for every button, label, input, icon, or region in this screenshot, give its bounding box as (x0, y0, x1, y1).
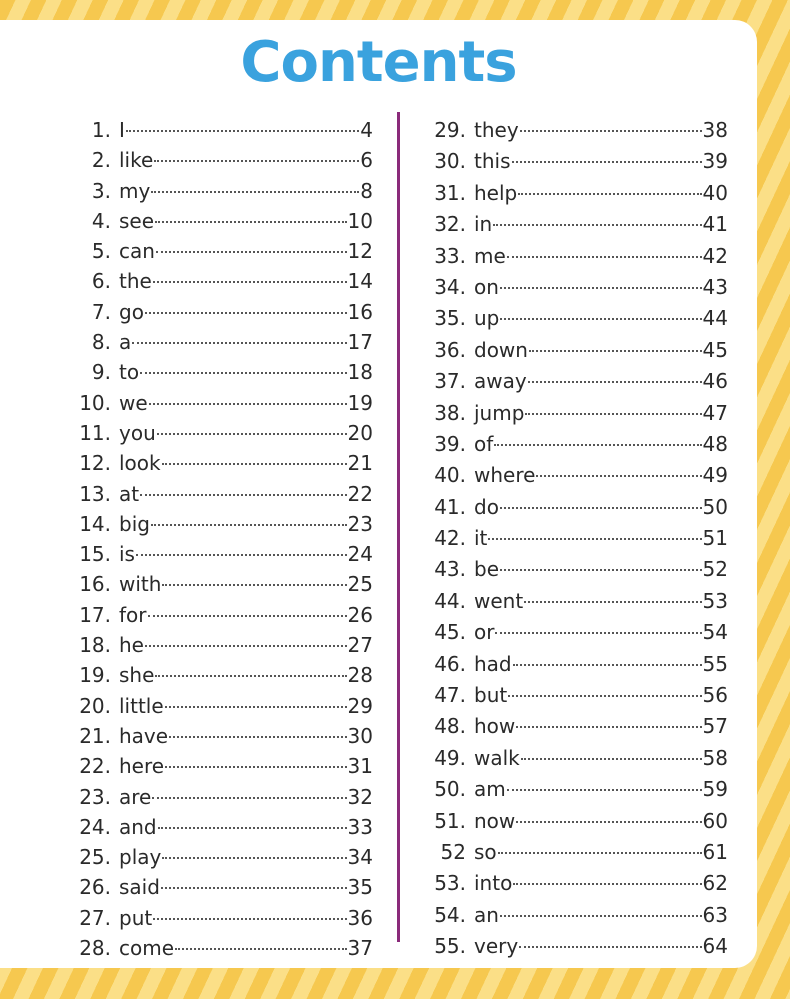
entry-number: 18. (79, 633, 111, 658)
entry-page-number: 37 (347, 936, 373, 961)
entry-word: come (119, 936, 175, 961)
entry-word: have (119, 723, 169, 748)
entry-page-number: 24 (347, 542, 373, 567)
dot-leader (145, 292, 347, 314)
dot-leader (154, 140, 359, 162)
entry-word: my (119, 178, 151, 203)
entry-page-number: 29 (347, 693, 373, 718)
entry-word: like (119, 148, 154, 173)
entry-page-number: 44 (702, 306, 728, 331)
entry-page-number: 54 (702, 620, 728, 645)
dot-leader (500, 487, 702, 509)
entry-page-number: 33 (347, 814, 373, 839)
dot-leader (536, 455, 701, 477)
entry-word: the (119, 269, 152, 294)
entry-word: play (119, 845, 162, 870)
entry-page-number: 34 (347, 845, 373, 870)
entry-page-number: 41 (702, 212, 728, 237)
entry-page-number: 48 (702, 431, 728, 456)
entry-page-number: 43 (702, 274, 728, 299)
dot-leader (169, 716, 346, 738)
entry-word: walk (474, 745, 520, 770)
contents-column-right (418, 115, 728, 963)
entry-number: 26. (79, 875, 111, 900)
dot-leader (155, 655, 346, 677)
entry-number: 43. (434, 557, 466, 582)
entry-word: in (474, 212, 493, 237)
dot-leader (507, 769, 702, 791)
entry-number: 48. (434, 714, 466, 739)
contents-entry (418, 931, 728, 962)
dot-leader (524, 581, 701, 603)
entry-word: where (474, 463, 536, 488)
entry-number: 54. (434, 902, 466, 927)
dot-leader (151, 171, 359, 193)
entry-page-number: 22 (347, 481, 373, 506)
dot-leader (162, 837, 346, 859)
entry-page-number: 49 (702, 463, 728, 488)
entry-number: 45. (434, 620, 466, 645)
entry-word: away (474, 369, 527, 394)
entry-word: look (119, 451, 161, 476)
entry-word: do (474, 494, 499, 519)
dot-leader (525, 393, 701, 415)
entry-word: be (474, 557, 499, 582)
entry-page-number: 32 (347, 784, 373, 809)
entry-word: or (474, 620, 495, 645)
dot-leader (148, 595, 347, 617)
entry-page-number: 21 (347, 451, 373, 476)
entry-number: 4. (91, 208, 111, 233)
entry-number: 11. (79, 420, 111, 445)
entry-page-number: 6 (360, 148, 373, 173)
entry-page-number: 38 (702, 118, 728, 142)
dot-leader (155, 201, 347, 223)
entry-number: 42. (434, 526, 466, 551)
entry-word: she (119, 663, 155, 688)
entry-number: 12. (79, 451, 111, 476)
entry-number: 33. (434, 243, 466, 268)
dot-leader (488, 518, 701, 540)
entry-number: 53. (434, 871, 466, 896)
entry-page-number: 42 (702, 243, 728, 268)
entry-number: 13. (79, 481, 111, 506)
entry-page-number: 60 (702, 808, 728, 833)
entry-word: they (474, 118, 519, 142)
entry-page-number: 50 (702, 494, 728, 519)
dot-leader (175, 928, 347, 950)
entry-page-number: 62 (702, 871, 728, 896)
dot-leader (156, 231, 347, 253)
contents-column-left (63, 115, 373, 963)
dot-leader (158, 807, 347, 829)
entry-number: 55. (434, 934, 466, 959)
contents-entry (63, 933, 373, 963)
dot-leader (157, 413, 347, 435)
entry-page-number: 20 (347, 420, 373, 445)
entry-number: 21. (79, 723, 111, 748)
entry-page-number: 53 (702, 588, 728, 613)
dot-leader (518, 173, 701, 195)
entry-page-number: 59 (702, 777, 728, 802)
entry-number: 36. (434, 337, 466, 362)
entry-number: 16. (79, 572, 111, 597)
entry-number: 46. (434, 651, 466, 676)
entry-word: is (119, 542, 135, 567)
entry-page-number: 28 (347, 663, 373, 688)
dot-leader (500, 549, 702, 571)
entry-number: 37. (434, 369, 466, 394)
dot-leader (161, 867, 347, 889)
entry-page-number: 40 (702, 180, 728, 205)
dot-leader (500, 298, 701, 320)
entry-page-number: 51 (702, 526, 728, 551)
entry-page-number: 10 (347, 208, 373, 233)
entry-word: and (119, 814, 157, 839)
dot-leader (513, 644, 702, 666)
entry-word: help (474, 180, 518, 205)
entry-page-number: 26 (347, 602, 373, 627)
entry-word: am (474, 777, 506, 802)
entry-page-number: 46 (702, 369, 728, 394)
entry-page-number: 23 (347, 511, 373, 536)
entry-word: into (474, 871, 513, 896)
entry-number: 1. (91, 118, 111, 142)
entry-word: but (474, 683, 508, 708)
entry-word: me (474, 243, 506, 268)
entry-page-number: 57 (702, 714, 728, 739)
entry-number: 9. (91, 360, 111, 385)
entry-word: are (119, 784, 152, 809)
dot-leader (140, 352, 346, 374)
entry-word: go (119, 299, 144, 324)
entry-page-number: 55 (702, 651, 728, 676)
entry-number: 47. (434, 683, 466, 708)
entry-number: 38. (434, 400, 466, 425)
entry-number: 25. (79, 845, 111, 870)
dot-leader (493, 204, 701, 226)
dot-leader (151, 504, 347, 526)
entry-word: at (119, 481, 140, 506)
entry-word: went (474, 588, 524, 613)
dot-leader (519, 926, 701, 948)
dot-leader (528, 361, 702, 383)
entry-number: 49. (434, 745, 466, 770)
entry-number: 6. (91, 269, 111, 294)
entry-number: 50. (434, 777, 466, 802)
dot-leader (498, 832, 702, 854)
entry-page-number: 63 (702, 902, 728, 927)
entry-word: can (119, 239, 155, 264)
entry-page-number: 12 (347, 239, 373, 264)
entry-word: it (474, 526, 488, 551)
entry-number: 8. (91, 330, 111, 355)
entry-page-number: 16 (347, 299, 373, 324)
entry-number: 17. (79, 602, 111, 627)
dot-leader (529, 330, 702, 352)
entry-number: 32. (434, 212, 466, 237)
entry-word: now (474, 808, 516, 833)
entry-page-number: 58 (702, 745, 728, 770)
entry-number: 3. (91, 178, 111, 203)
dot-leader (153, 898, 346, 920)
entry-word: big (119, 511, 150, 536)
page-title: Contents (240, 30, 517, 95)
dot-leader (516, 801, 701, 823)
entry-page-number: 36 (347, 905, 373, 930)
entry-number: 10. (79, 390, 111, 415)
entry-page-number: 27 (347, 633, 373, 658)
entry-page-number: 25 (347, 572, 373, 597)
dot-leader (512, 141, 702, 163)
entry-word: had (474, 651, 512, 676)
dot-leader (520, 110, 702, 132)
entry-number: 35. (434, 306, 466, 331)
entry-word: see (119, 208, 155, 233)
entry-word: little (119, 693, 164, 718)
entry-page-number: 61 (702, 839, 728, 864)
entry-word: jump (474, 400, 525, 425)
dot-leader (494, 424, 701, 446)
entry-word: a (119, 330, 132, 355)
entry-number: 41. (434, 494, 466, 519)
entry-page-number: 45 (702, 337, 728, 362)
entry-word: an (474, 902, 499, 927)
dot-leader (507, 236, 702, 258)
entry-number: 20. (79, 693, 111, 718)
dot-leader (152, 777, 346, 799)
entry-page-number: 35 (347, 875, 373, 900)
entry-number: 51. (434, 808, 466, 833)
entry-word: of (474, 431, 494, 456)
entry-number: 19. (79, 663, 111, 688)
entry-number: 31. (434, 180, 466, 205)
entry-word: here (119, 754, 165, 779)
entry-number: 5. (91, 239, 111, 264)
column-divider (397, 112, 400, 942)
entry-page-number: 56 (702, 683, 728, 708)
entry-word: down (474, 337, 528, 362)
entry-number: 27. (79, 905, 111, 930)
entry-page-number: 4 (360, 118, 373, 142)
entry-word: how (474, 714, 516, 739)
entry-number: 14. (79, 511, 111, 536)
entry-page-number: 64 (702, 934, 728, 959)
entry-page-number: 8 (360, 178, 373, 203)
entry-page-number: 31 (347, 754, 373, 779)
entry-page-number: 30 (347, 723, 373, 748)
dot-leader (162, 443, 347, 465)
entry-number: 28. (79, 936, 111, 961)
entry-word: for (119, 602, 147, 627)
entry-word: very (474, 934, 519, 959)
entry-number: 30. (434, 149, 466, 174)
dot-leader (132, 322, 346, 344)
entry-word: so (474, 839, 497, 864)
dot-leader (126, 110, 359, 132)
entry-number: 52 (440, 839, 466, 864)
dot-leader (149, 383, 347, 405)
entry-number: 29. (434, 118, 466, 142)
entry-number: 39. (434, 431, 466, 456)
dot-leader (165, 686, 347, 708)
dot-leader (136, 534, 347, 556)
dot-leader (516, 706, 701, 728)
dot-leader (140, 474, 346, 496)
entry-number: 2. (91, 148, 111, 173)
dot-leader (145, 625, 347, 647)
entry-word: he (119, 633, 144, 658)
entry-number: 44. (434, 588, 466, 613)
entry-word: with (119, 572, 162, 597)
entry-page-number: 17 (347, 330, 373, 355)
entry-page-number: 39 (702, 149, 728, 174)
entry-word: I (119, 118, 125, 142)
dot-leader (162, 564, 346, 586)
entry-page-number: 14 (347, 269, 373, 294)
entry-number: 40. (434, 463, 466, 488)
entry-word: on (474, 274, 499, 299)
entry-word: you (119, 420, 156, 445)
dot-leader (495, 612, 701, 634)
contents-page (0, 20, 757, 968)
entry-page-number: 52 (702, 557, 728, 582)
entry-page-number: 18 (347, 360, 373, 385)
entry-number: 34. (434, 274, 466, 299)
dot-leader (508, 675, 701, 697)
dot-leader (500, 895, 702, 917)
entry-word: this (474, 149, 511, 174)
entry-word: we (119, 390, 148, 415)
entry-word: to (119, 360, 140, 385)
dot-leader (153, 261, 347, 283)
entry-word: said (119, 875, 160, 900)
entry-page-number: 19 (347, 390, 373, 415)
dot-leader (513, 863, 701, 885)
entry-number: 15. (79, 542, 111, 567)
dot-leader (521, 738, 702, 760)
entry-number: 24. (79, 814, 111, 839)
entry-number: 23. (79, 784, 111, 809)
dot-leader (500, 267, 702, 289)
entry-word: put (119, 905, 153, 930)
entry-word: up (474, 306, 500, 331)
entry-number: 7. (91, 299, 111, 324)
entry-number: 22. (79, 754, 111, 779)
entry-page-number: 47 (702, 400, 728, 425)
dot-leader (165, 746, 346, 768)
